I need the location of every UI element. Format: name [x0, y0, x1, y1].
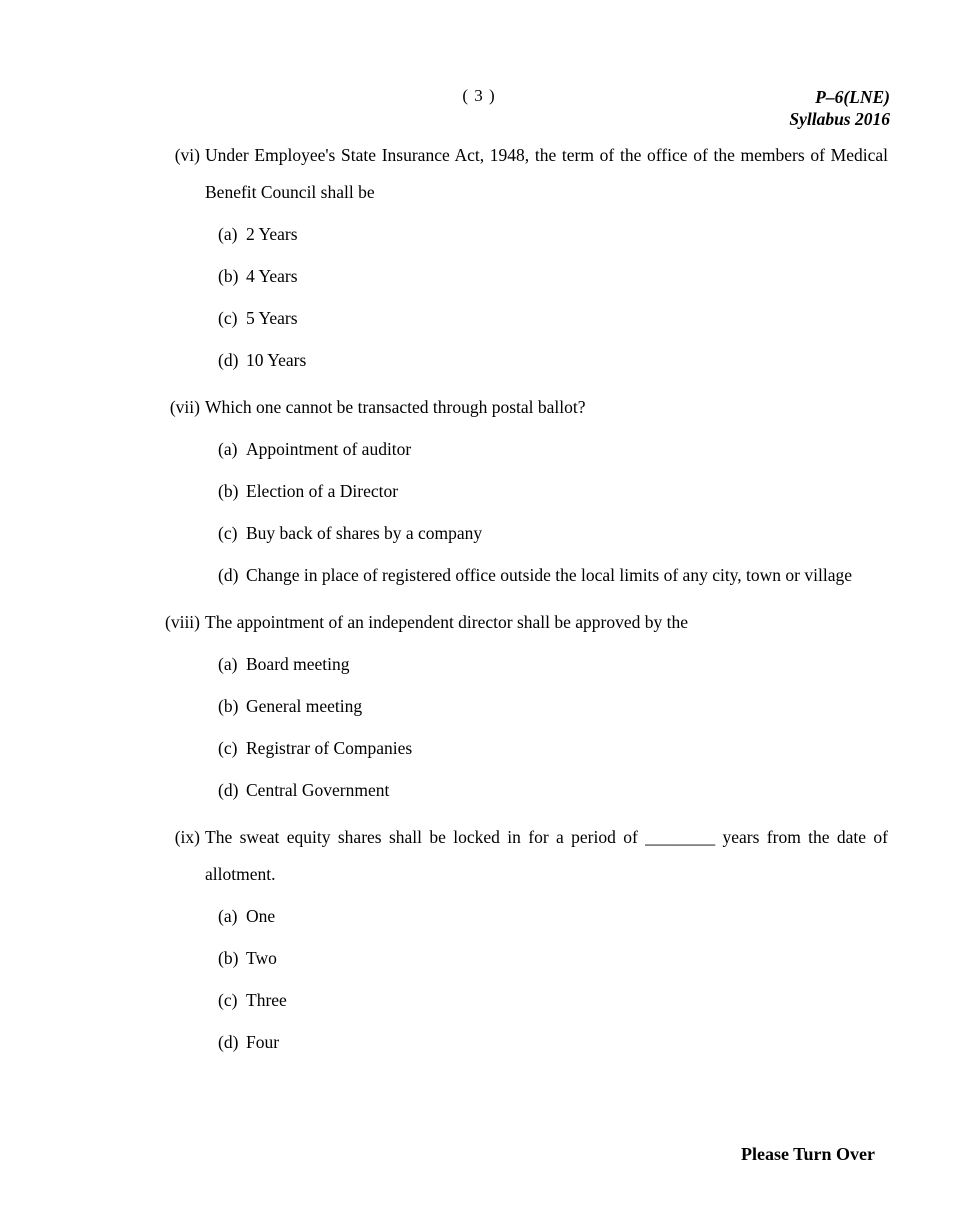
option-text: Change in place of registered office outside the local limits of any city, town or village	[246, 565, 852, 585]
question-number: (vi)	[174, 145, 200, 165]
question-content	[205, 137, 888, 379]
option-label: (b)	[218, 696, 239, 716]
option-label: (b)	[218, 948, 239, 968]
option-row	[218, 772, 888, 809]
option-text: Registrar of Companies	[246, 738, 413, 758]
syllabus-label: Syllabus 2016	[789, 109, 890, 129]
question-number: (vii)	[169, 397, 200, 417]
option-label: (c)	[218, 308, 238, 328]
option-text: Central Government	[246, 780, 390, 800]
option-label: (b)	[218, 481, 239, 501]
question-content	[205, 819, 888, 1061]
option-row	[218, 730, 888, 767]
paper-code: P–6(LNE)	[815, 87, 890, 107]
option-row	[218, 557, 888, 594]
option-row	[218, 216, 888, 253]
question-text: The sweat equity shares shall be locked in for a period of ________ years from the date of allotment.	[205, 827, 888, 884]
option-text: 4 Years	[246, 266, 298, 286]
option-label: (c)	[218, 523, 238, 543]
option-text: General meeting	[246, 696, 363, 716]
question-number: (ix)	[174, 827, 200, 847]
header-right-block	[789, 86, 890, 130]
option-label: (d)	[218, 1032, 239, 1052]
option-text: 2 Years	[246, 224, 298, 244]
option-text: Four	[246, 1032, 280, 1052]
option-label: (a)	[218, 906, 238, 926]
option-label: (b)	[218, 266, 239, 286]
option-row	[218, 342, 888, 379]
option-row	[218, 898, 888, 935]
option-text: Election of a Director	[246, 481, 399, 501]
question-vi	[140, 137, 888, 379]
question-content	[205, 389, 888, 594]
option-row	[218, 300, 888, 337]
option-row	[218, 473, 888, 510]
option-row	[218, 258, 888, 295]
question-vii	[140, 389, 888, 594]
option-row	[218, 515, 888, 552]
question-text: Under Employee's State Insurance Act, 1948, the term of the office of the members of Medical Benefit Council shall be	[205, 145, 888, 202]
question-text: Which one cannot be transacted through postal ballot?	[205, 397, 586, 417]
page-number: ( 3 )	[462, 86, 496, 105]
option-text: 10 Years	[246, 350, 307, 370]
question-ix	[140, 819, 888, 1061]
option-row	[218, 940, 888, 977]
option-text: One	[246, 906, 276, 926]
question-text: The appointment of an independent director shall be approved by the	[205, 612, 689, 632]
option-row	[218, 431, 888, 468]
option-text: Appointment of auditor	[246, 439, 412, 459]
please-turn-over-note: Please Turn Over	[741, 1144, 875, 1164]
option-text: Board meeting	[246, 654, 350, 674]
question-content	[205, 604, 888, 809]
option-row	[218, 688, 888, 725]
option-label: (a)	[218, 224, 238, 244]
option-label: (a)	[218, 654, 238, 674]
question-viii	[140, 604, 888, 809]
option-label: (d)	[218, 780, 239, 800]
option-text: Buy back of shares by a company	[246, 523, 483, 543]
option-row	[218, 1024, 888, 1061]
option-row	[218, 982, 888, 1019]
option-label: (c)	[218, 990, 238, 1010]
option-label: (d)	[218, 565, 239, 585]
question-list	[140, 137, 888, 1071]
option-label: (a)	[218, 439, 238, 459]
option-label: (d)	[218, 350, 239, 370]
option-label: (c)	[218, 738, 238, 758]
option-row	[218, 646, 888, 683]
question-number: (viii)	[165, 612, 200, 632]
option-text: Three	[246, 990, 287, 1010]
option-text: Two	[246, 948, 277, 968]
option-text: 5 Years	[246, 308, 298, 328]
